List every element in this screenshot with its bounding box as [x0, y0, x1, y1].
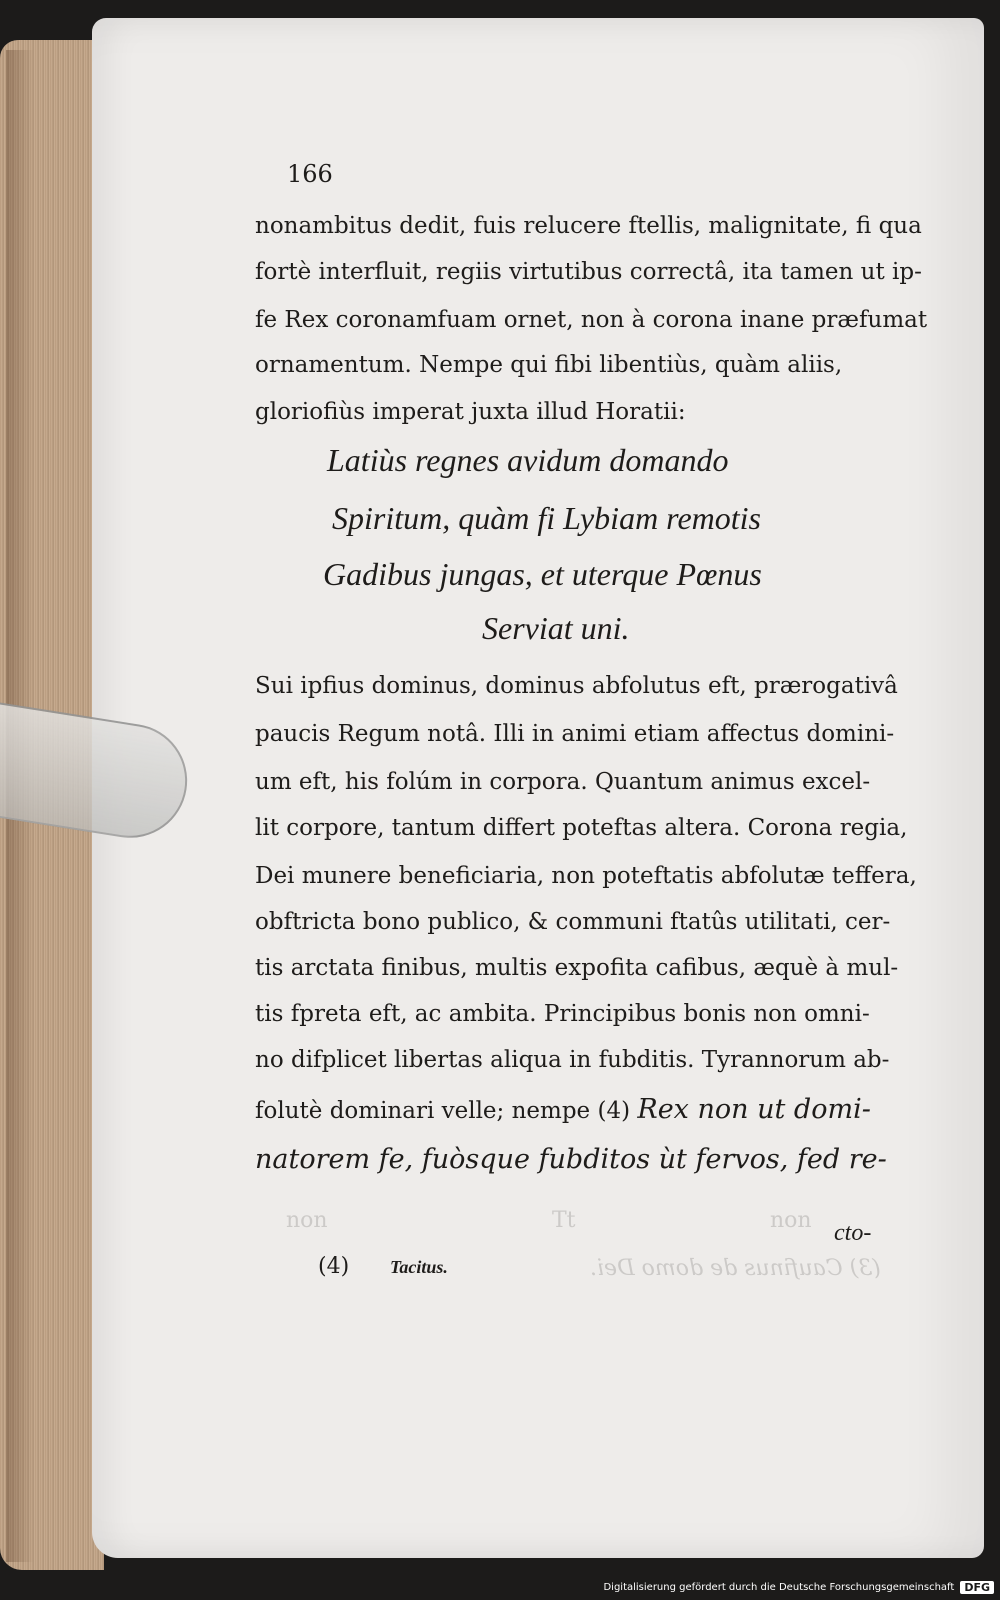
text-line: lit corpore, tantum differt poteftas altera. Corona regia,	[255, 815, 908, 841]
page-number: 166	[287, 160, 333, 188]
text-line: no difplicet libertas aliqua in fubditis. Tyrannorum ab-	[255, 1047, 890, 1073]
footer-text: Digitalisierung gefördert durch die Deutsche Forschungsgemeinschaft	[603, 1581, 955, 1593]
text-segment: folutè dominari velle; nempe (4)	[255, 1098, 638, 1124]
text-line: natorem fe, fuòsque fubditos ùt fervos, fed re-	[255, 1144, 887, 1175]
text-line: Dei munere beneficiaria, non poteftatis abfolutæ teffera,	[255, 863, 917, 889]
verse-line: Serviat uni.	[482, 610, 630, 646]
text-line: Sui ipfius dominus, dominus abfolutus eft, prærogativâ	[255, 673, 898, 699]
text-line: um eft, his folúm in corpora. Quantum animus excel-	[255, 769, 871, 795]
text-line: paucis Regum notâ. Illi in animi etiam affectus domini-	[255, 721, 895, 747]
text-line: gloriofiùs imperat juxta illud Horatii:	[255, 399, 686, 425]
verse-line: Spiritum, quàm fi Lybiam remotis	[332, 500, 761, 536]
bleed-through-note: (3) Caufinus de domo Dei.	[590, 1256, 881, 1281]
text-line: tis fpreta eft, ac ambita. Principibus bonis non omni-	[255, 1001, 870, 1027]
text-line: nonambitus dedit, fuis relucere ftellis, malignitate, fi qua	[255, 213, 922, 239]
text-line: ornamentum. Nempe qui fibi libentiùs, quàm aliis,	[255, 352, 843, 378]
dfg-logo: DFG	[960, 1581, 994, 1594]
bleed-through-word-2: non	[770, 1208, 812, 1233]
text-line: fortè interfluit, regiis virtutibus correctâ, ita tamen ut ip-	[255, 259, 922, 285]
digitization-footer	[603, 1579, 994, 1595]
text-line: obftricta bono publico, & communi ftatûs utilitati, cer-	[255, 909, 891, 935]
verse-line: Latiùs regnes avidum domando	[327, 442, 729, 478]
bleed-through-word: non	[286, 1208, 328, 1233]
catchword: cto-	[834, 1220, 872, 1246]
verse-line: Gadibus jungas, et uterque Pœnus	[323, 556, 762, 592]
footnote-marker: (4)	[318, 1254, 350, 1279]
text-line: tis arctata finibus, multis expofita cafibus, æquè à mul-	[255, 955, 899, 981]
footnote-source: Tacitus.	[390, 1257, 448, 1277]
bleed-through-signature: Tt	[552, 1208, 576, 1233]
text-segment-italic: Rex non ut domi-	[637, 1094, 871, 1125]
text-line	[255, 1094, 871, 1127]
text-line: fe Rex coronamfuam ornet, non à corona inane præfumat	[255, 307, 928, 333]
